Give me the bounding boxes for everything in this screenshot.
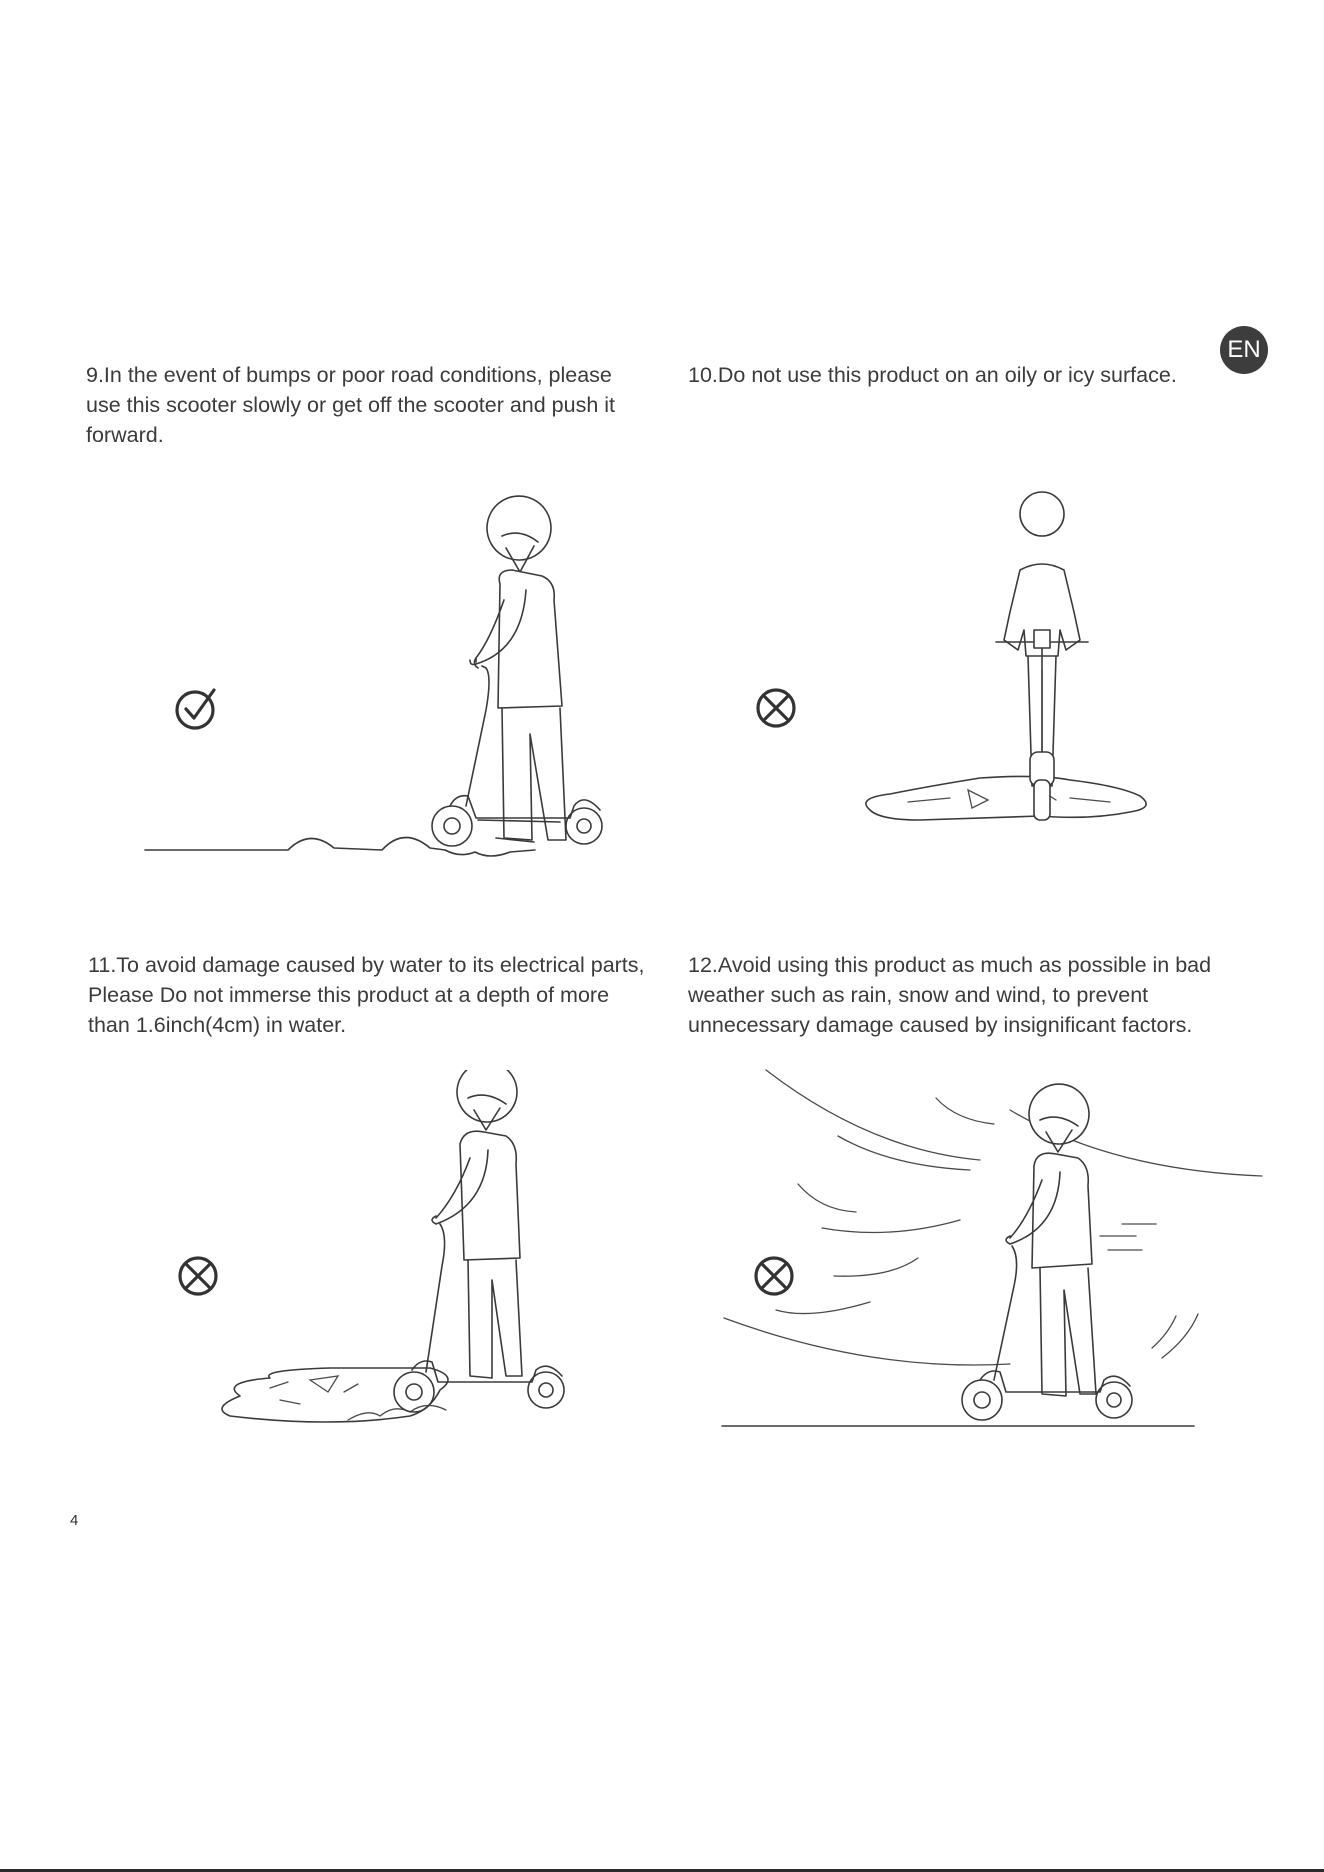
instruction-12-text: 12.Avoid using this product as much as possible in bad weather such as rain, snow and wind, to prevent unnecessary damage caused by insignificant factors. [688, 953, 1212, 1037]
scooter-figure [996, 630, 1088, 820]
check-circle-icon [177, 690, 214, 728]
instruction-11-text: 11.To avoid damage caused by water to its electrical parts, Please Do not immerse this product at a depth of more than 1.6inch(4cm) in water. [88, 953, 645, 1037]
water-puddle [222, 1368, 448, 1422]
rider-figure [432, 1070, 522, 1378]
oily-puddle [866, 776, 1146, 820]
illustration-12-bad-weather [710, 1060, 1270, 1440]
x-circle-icon [180, 1258, 216, 1294]
instruction-10-text: 10.Do not use this product on an oily or icy surface. [688, 363, 1177, 387]
rider-figure [470, 496, 566, 842]
bumpy-road [145, 837, 535, 856]
illustration-10-oily-surface [740, 480, 1210, 840]
rider-figure [1006, 1084, 1096, 1396]
instruction-9-text: 9.In the event of bumps or poor road conditions, please use this scooter slowly or get off the scooter and push it forward. [86, 363, 616, 447]
wind-lines [724, 1070, 1262, 1365]
x-circle-icon [756, 1258, 792, 1294]
language-badge: EN [1220, 326, 1268, 374]
page-number: 4 [70, 1512, 79, 1529]
x-circle-icon [758, 690, 794, 726]
illustration-11-water-depth [130, 1070, 600, 1440]
illustration-9-bumpy-road [130, 490, 610, 870]
